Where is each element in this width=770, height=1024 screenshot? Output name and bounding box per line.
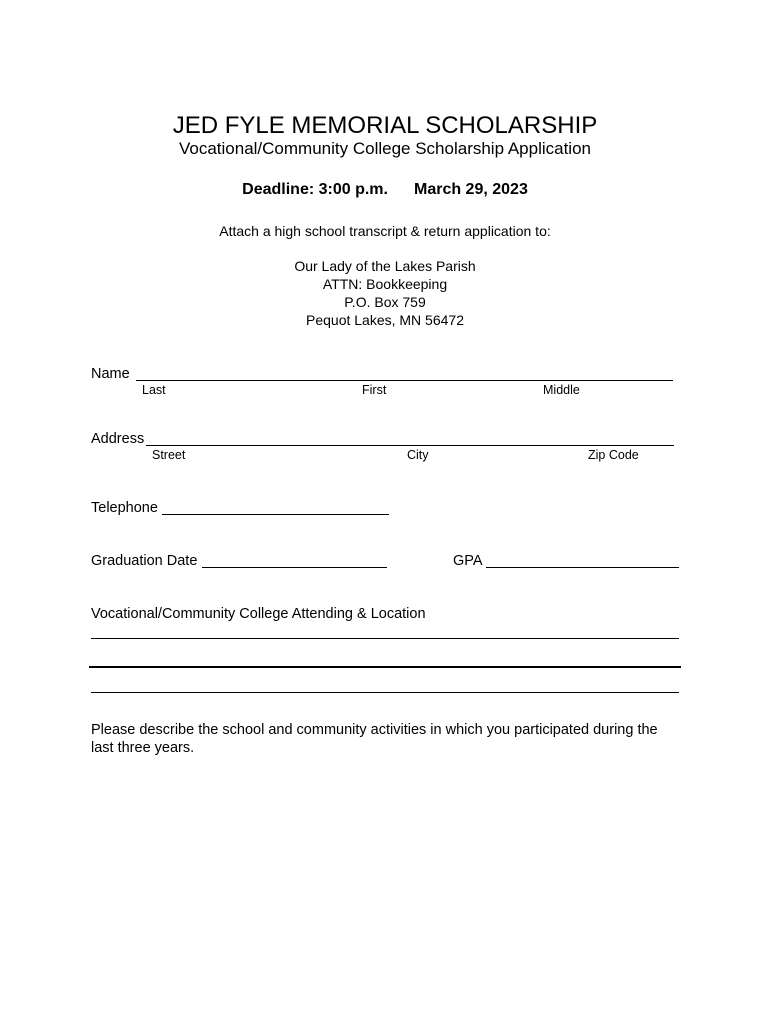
name-sub-last: Last xyxy=(142,383,166,397)
address-label: Address xyxy=(91,431,145,447)
activities-prompt: Please describe the school and community activities in which you participated during the last three years. xyxy=(91,722,658,756)
college-input-line-3[interactable] xyxy=(91,692,679,693)
graduation-date-label: Graduation Date xyxy=(91,553,198,569)
telephone-label: Telephone xyxy=(91,500,158,516)
address-sub-street: Street xyxy=(152,448,186,462)
name-label: Name xyxy=(91,366,130,382)
name-sub-middle: Middle xyxy=(543,383,580,397)
gpa-input-line[interactable] xyxy=(486,567,679,568)
graduation-date-input-line[interactable] xyxy=(202,567,387,568)
deadline-time: Deadline: 3:00 p.m. xyxy=(242,181,388,198)
college-input-line-2[interactable] xyxy=(89,666,681,668)
page-subtitle: Vocational/Community College Scholarship Application xyxy=(178,139,591,158)
gpa-label: GPA xyxy=(453,553,483,569)
deadline-date: March 29, 2023 xyxy=(413,181,528,198)
mailing-address-line-1: Our Lady of the Lakes Parish xyxy=(294,258,476,274)
college-input-line-1[interactable] xyxy=(91,638,679,639)
address-sub-city: City xyxy=(407,448,429,462)
deadline xyxy=(0,179,770,201)
name-sub-first: First xyxy=(362,383,387,397)
college-label: Vocational/Community College Attending & Location xyxy=(91,606,426,622)
mailing-address-line-4: Pequot Lakes, MN 56472 xyxy=(306,312,464,328)
name-input-line[interactable] xyxy=(136,380,673,381)
page-title: JED FYLE MEMORIAL SCHOLARSHIP xyxy=(172,112,598,139)
attach-instructions: Attach a high school transcript & return application to: xyxy=(219,223,551,239)
mailing-address-line-2: ATTN: Bookkeeping xyxy=(322,276,448,292)
address-input-line[interactable] xyxy=(146,445,674,446)
telephone-input-line[interactable] xyxy=(162,514,389,515)
mailing-address-line-3: P.O. Box 759 xyxy=(344,294,426,310)
address-sub-zip: Zip Code xyxy=(588,448,639,462)
